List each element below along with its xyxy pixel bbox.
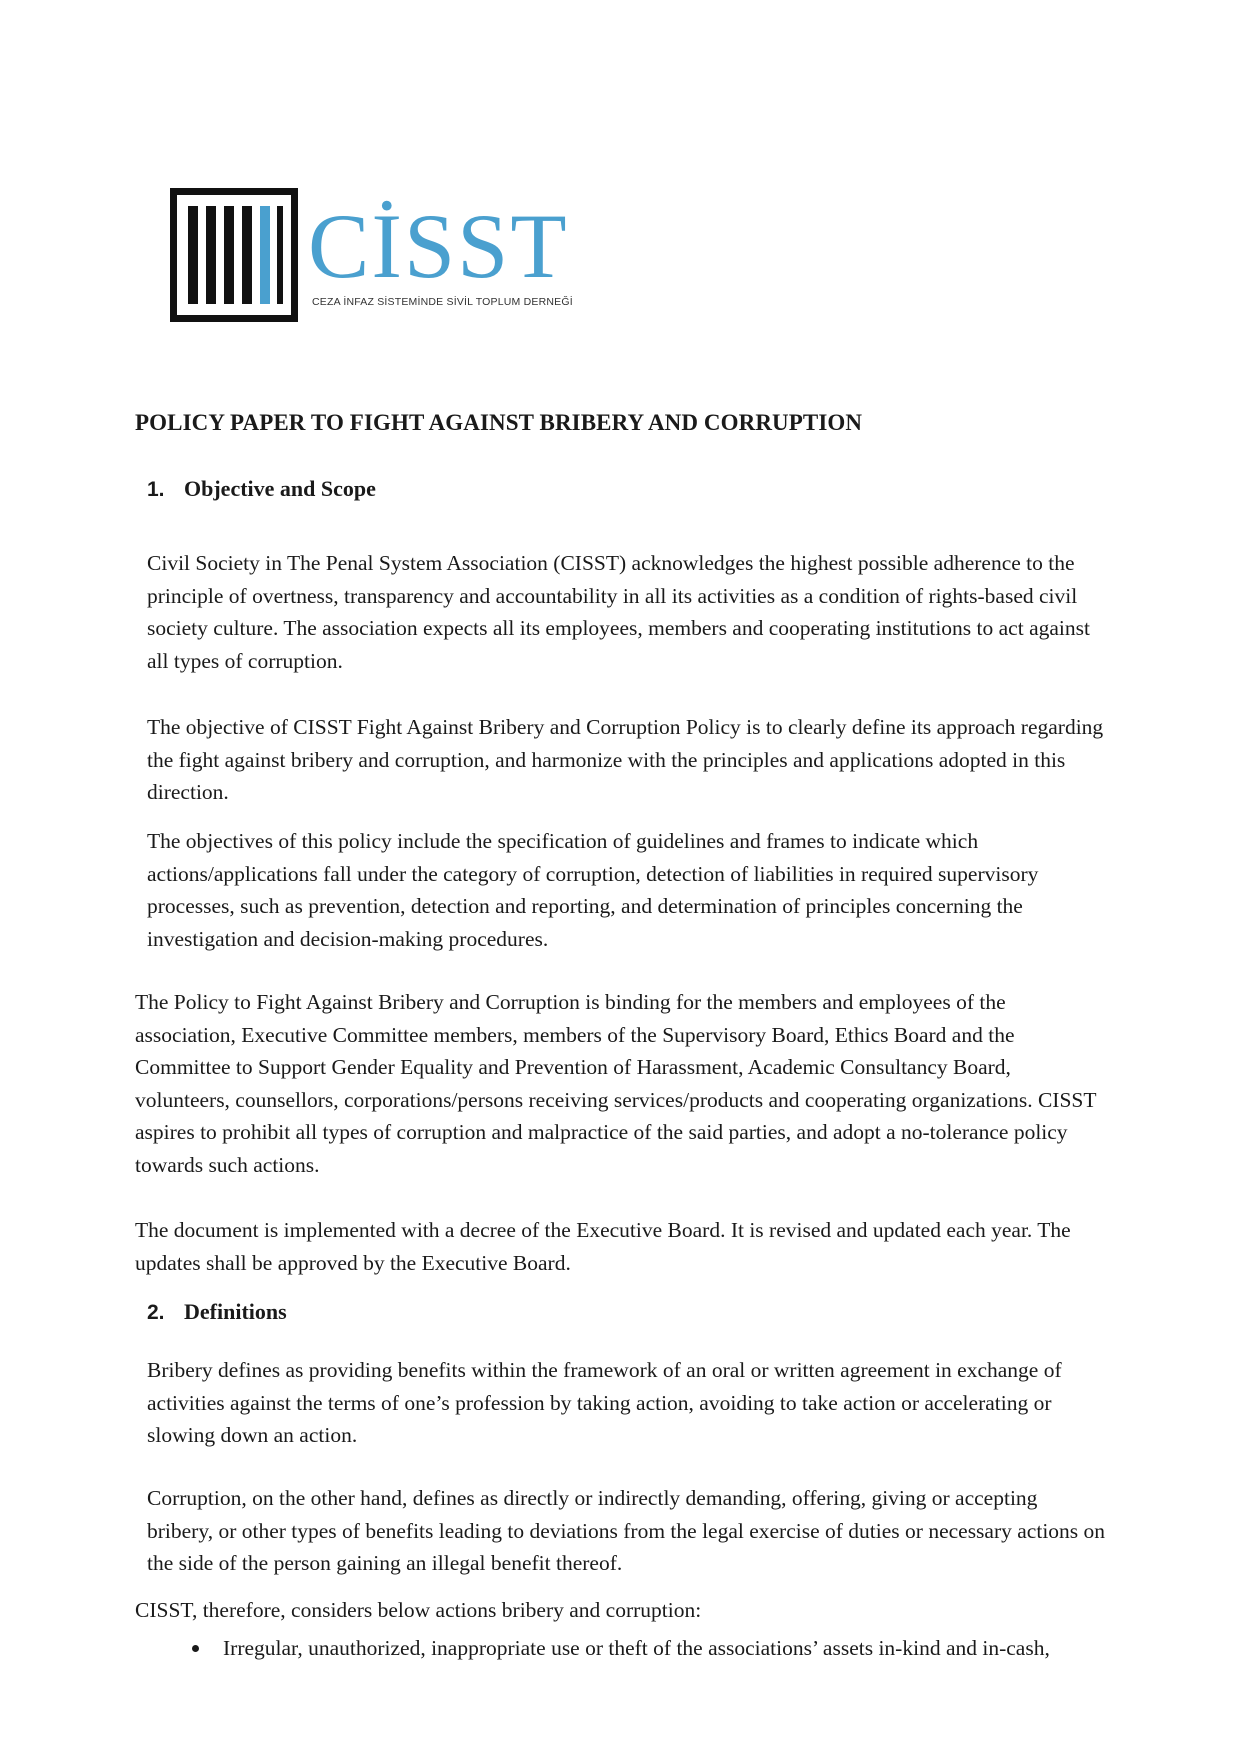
logo-bars-icon xyxy=(170,188,298,322)
list-item-text: Irregular, unauthorized, inappropriate use or theft of the associations’ assets in-kind and in-cash, xyxy=(223,1636,1050,1660)
section-number: 1. xyxy=(147,478,165,501)
list-item xyxy=(135,1632,1095,1665)
logo-bar xyxy=(224,206,234,304)
logo-tagline: CEZA İNFAZ SİSTEMİNDE SİVİL TOPLUM DERNEĞİ xyxy=(312,296,573,308)
logo-bar xyxy=(206,206,216,304)
section-heading-definitions xyxy=(147,1299,287,1325)
section-title: Definitions xyxy=(184,1299,287,1324)
paragraph: The objectives of this policy include the specification of guidelines and frames to indicate which actions/applications fall under the category of corruption, detection of liabilities in required supervisory processes, such as prevention, detection and reporting, and determination of principles concerning the investigation and decision-making procedures. xyxy=(147,829,1039,951)
bullet-list xyxy=(135,1632,1095,1665)
logo-wordmark: CİSST xyxy=(308,195,569,297)
paragraph: CISST, therefore, considers below actions bribery and corruption: xyxy=(135,1598,702,1622)
logo-bar xyxy=(188,206,198,304)
paragraph: The document is implemented with a decree of the Executive Board. It is revised and updated each year. The updates shall be approved by the Executive Board. xyxy=(135,1218,1071,1275)
document-title: POLICY PAPER TO FIGHT AGAINST BRIBERY AND CORRUPTION xyxy=(135,410,863,435)
section-title: Objective and Scope xyxy=(184,476,376,501)
paragraph: Civil Society in The Penal System Association (CISST) acknowledges the highest possible adherence to the principle of overtness, transparency and accountability in all its activities as a condition of rights-based civil society culture. The association expects all its employees, members and cooperating institutions to act against all types of corruption. xyxy=(147,551,1090,673)
paragraph: The objective of CISST Fight Against Bribery and Corruption Policy is to clearly define its approach regarding the fight against bribery and corruption, and harmonize with the principles and applications adopted in this direction. xyxy=(147,715,1104,804)
logo-bar-accent xyxy=(260,206,270,304)
cisst-logo xyxy=(170,188,573,328)
logo-bar xyxy=(277,206,283,304)
bullet-icon xyxy=(192,1645,199,1652)
paragraph: Bribery defines as providing benefits within the framework of an oral or written agreement in exchange of activities against the terms of one’s profession by taking action, avoiding to take action or accelerating or slowing down an action. xyxy=(147,1358,1062,1447)
paragraph: The Policy to Fight Against Bribery and Corruption is binding for the members and employees of the association, Executive Committee members, members of the Supervisory Board, Ethics Board and the Committee to Support Gender Equality and Prevention of Harassment, Academic Consultancy Board, volunteers, counsellors, corporations/persons receiving services/products and cooperating organizations. CISST aspires to prohibit all types of corruption and malpractice of the said parties, and adopt a no-tolerance policy towards such actions. xyxy=(135,990,1097,1177)
paragraph: Corruption, on the other hand, defines as directly or indirectly demanding, offering, giving or accepting bribery, or other types of benefits leading to deviations from the legal exercise of duties or necessary actions on the side of the person gaining an illegal benefit thereof. xyxy=(147,1486,1106,1575)
logo-bar xyxy=(242,206,252,304)
section-heading-objective-and-scope xyxy=(147,476,376,502)
section-number: 2. xyxy=(147,1301,165,1324)
